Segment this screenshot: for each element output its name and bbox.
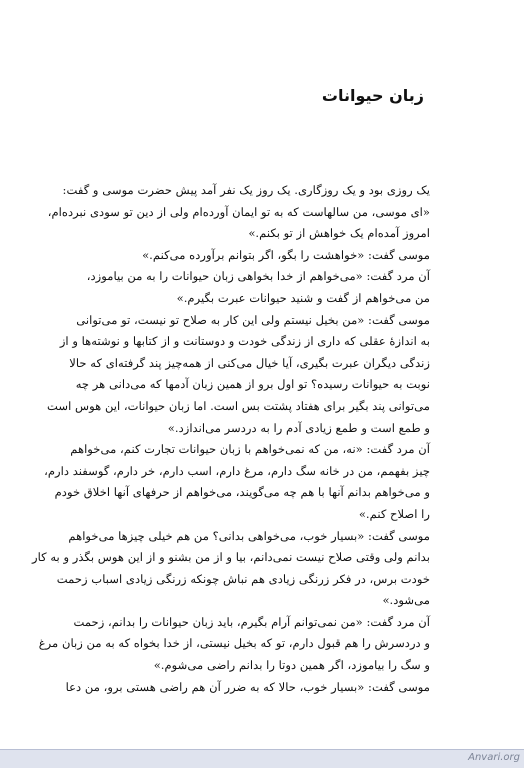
- story-text: [32, 180, 430, 698]
- text-line: را اصلاح کنم.»: [358, 506, 430, 521]
- text-line: من می‌خواهم از گفت و شنید حیوانات عبرت بگیرم.»: [176, 290, 430, 305]
- text-line: موسی گفت: «بسیار خوب، می‌خواهی بدانی؟ من هم خیلی چیزها می‌خواهم: [68, 528, 430, 543]
- text-line: آن مرد گفت: «نه، من که نمی‌خواهم با زبان حیوانات تجارت کنم، می‌خواهم: [70, 442, 430, 457]
- text-line: و سگ را بیاموزد، اگر همین دوتا را بدانم راضی می‌شوم.»: [153, 658, 430, 673]
- text-line: می‌توانی پند بگیر برای هفتاد پشتت بس است. اما زبان حیوانات، این هوس است: [47, 398, 430, 413]
- text-line: «ای موسی، من سالهاست که به تو ایمان آورده‌ام ولی از دین تو سودی نبرده‌ام،: [47, 204, 430, 219]
- text-line: موسی گفت: «بسیار خوب، حالا که به ضرر آن هم راضی هستی برو، من دعا: [65, 679, 430, 694]
- text-line: و می‌خواهم بدانم آنها با هم چه می‌گویند، می‌خواهم از حرفهای آنها اخلاق خودم: [54, 485, 430, 500]
- text-line: آن مرد گفت: «من نمی‌توانم آرام بگیرم، باید زبان حیوانات را بدانم، زحمت: [73, 614, 430, 629]
- text-line: خودت برس، در فکر زرنگی زیادی هم نباش چونکه زرنگی زیادی اسباب زحمت: [56, 571, 430, 586]
- site-watermark: Anvari.org: [468, 752, 520, 763]
- text-line: و دردسرش را هم قبول دارم، تو که بخیل نیستی، از خدا بخواه که به من زبان مرغ: [38, 636, 430, 651]
- text-line: به اندازهٔ عقلی که داری از زندگی خودت و دوستانت و از کتابها و نوشته‌ها و از: [59, 334, 430, 349]
- text-line: بدانم ولی وقتی صلاح نیست نمی‌دانم، بیا و از من بشنو و از این هوس بگذر و به کار: [32, 550, 430, 565]
- text-line: یک روزی بود و یک روزگاری. یک روز یک نفر آمد پیش حضرت موسی و گفت:: [62, 183, 430, 197]
- text-line: نوبت به حیوانات رسیده؟ تو اول برو از همین زبان آدمها که می‌دانی هر چه: [75, 377, 430, 392]
- text-line: آن مرد گفت: «می‌خواهم از خدا بخواهی زبان حیوانات را به من بیاموزد،: [86, 269, 430, 284]
- text-line: می‌شود.»: [382, 593, 430, 608]
- text-line: چیز بفهمم، من در خانه سگ دارم، مرغ دارم، اسب دارم، خر دارم، گوسفند دارم،: [44, 463, 430, 478]
- text-line: امروز آمده‌ام یک خواهش از تو بکنم.»: [248, 226, 430, 241]
- chapter-title: زبان حیوانات: [321, 86, 424, 105]
- footer-bar: [0, 749, 524, 768]
- text-line: موسی گفت: «خواهشت را بگو، اگر بتوانم برآورده می‌کنم.»: [142, 247, 430, 262]
- text-line: و طمع است و طمع زیادی آدم را به دردسر می‌اندازد.»: [167, 420, 430, 435]
- text-line: موسی گفت: «من بخیل نیستم ولی این کار به صلاح تو نیست، تو می‌توانی: [76, 312, 430, 327]
- text-line: زندگی دیگران عبرت بگیری، آیا خیال می‌کنی از همه‌چیز پند گرفته‌ای که حالا: [69, 355, 430, 370]
